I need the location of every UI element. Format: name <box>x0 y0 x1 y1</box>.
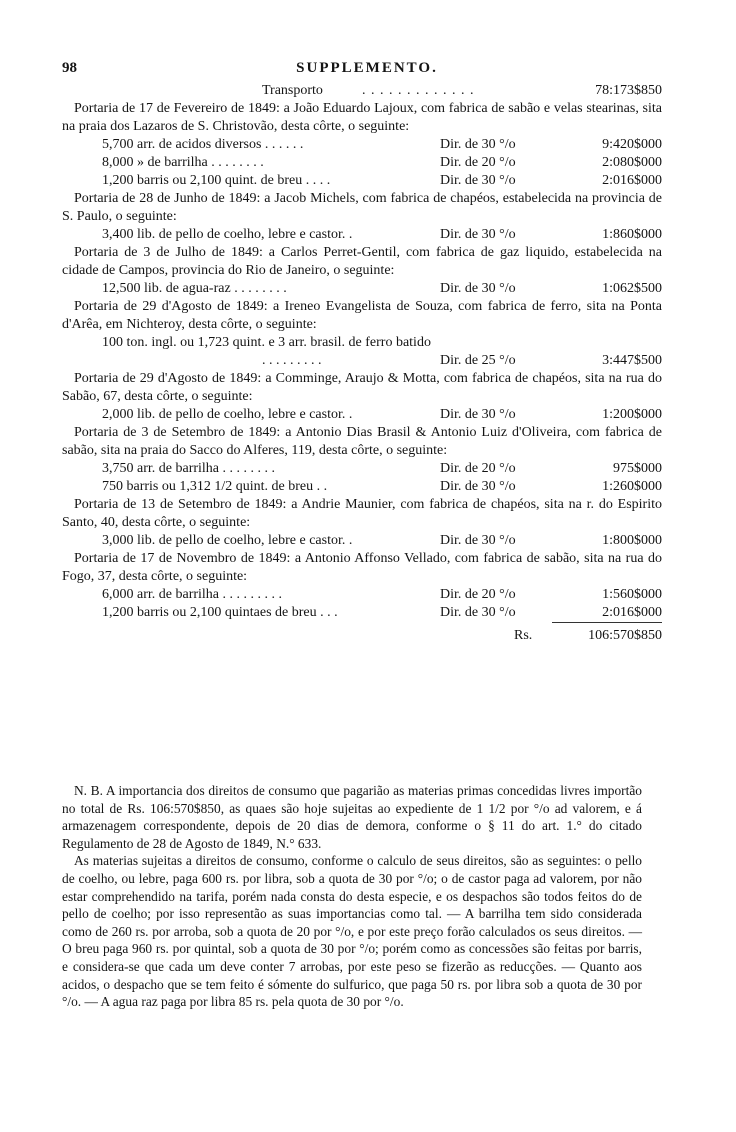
transport-label: Transporto <box>262 83 323 98</box>
item-amount: 2:016$000 <box>602 605 662 620</box>
item-rate: Dir. de 30 °/o <box>440 227 516 242</box>
footnote <box>62 782 642 1011</box>
item-leader: . . . . . . . . <box>211 155 264 170</box>
entry-intro: Portaria de 29 d'Agosto de 1849: a Comminge, Araujo & Motta, com fabrica de chapéos, sita na rua do Sabão, 67, desta côrte, o seguinte: <box>62 371 662 404</box>
item-leader: . . . <box>320 605 338 620</box>
item-amount: 1:200$000 <box>602 407 662 422</box>
item-leader: . . . . <box>305 173 331 188</box>
item-amount: 2:080$000 <box>602 155 662 170</box>
entry-item <box>62 532 662 550</box>
page-number: 98 <box>62 60 77 76</box>
item-amount: 1:800$000 <box>602 533 662 548</box>
item-amount: 9:420$000 <box>602 137 662 152</box>
item-rate: Dir. de 20 °/o <box>440 587 516 602</box>
item-desc: 2,000 lib. de pello de coelho, lebre e castor. <box>102 407 346 422</box>
entry-intro: Portaria de 28 de Junho de 1849: a Jacob Michels, com fabrica de chapéos, estabelecida na provincia de S. Paulo, o seguinte: <box>62 191 662 224</box>
entry-item <box>62 604 662 622</box>
item-amount: 2:016$000 <box>602 173 662 188</box>
item-desc: 5,700 arr. de acidos diversos <box>102 137 262 152</box>
page-title: SUPPLEMENTO. <box>296 60 438 76</box>
item-amount: 1:860$000 <box>602 227 662 242</box>
item-rate: Dir. de 30 °/o <box>440 479 516 494</box>
entry-item <box>62 334 662 370</box>
item-desc: 1,200 barris ou 2,100 quint. de breu <box>102 173 303 188</box>
item-desc: 1,200 barris ou 2,100 quintaes de breu <box>102 605 317 620</box>
item-leader: . . . . . . . . . <box>222 587 283 602</box>
item-rate: Dir. de 30 °/o <box>440 533 516 548</box>
item-rate: Dir. de 30 °/o <box>440 137 516 152</box>
item-leader: . . . . . . . . <box>222 461 276 476</box>
item-amount: 3:447$500 <box>602 353 662 368</box>
entry-intro: Portaria de 3 de Julho de 1849: a Carlos Perret-Gentil, com fabrica de gaz liquido, estabelecida na cidade de Campos, provincia do Rio de Janeiro, o seguinte: <box>62 245 662 278</box>
footnote-paragraph: N. B. A importancia dos direitos de consumo que pagarião as materias primas concedidas livres importão no total de Rs. 106:570$850, as quaes são hoje sujeitas ao expediente de 1 1/2 por °/o ad valorem, e á armazenagem correspondente, depois de 20 dias de demora, conforme o § 11 do art. 1.° do citado Regulamento de 28 de Agosto de 1849, N.° 633. <box>62 783 642 851</box>
item-rate: Dir. de 30 °/o <box>440 281 516 296</box>
item-leader: . <box>348 227 353 242</box>
entry-item <box>62 460 662 478</box>
item-amount: 1:560$000 <box>602 587 662 602</box>
item-leader: . <box>348 533 353 548</box>
item-amount: 1:260$000 <box>602 479 662 494</box>
item-leader: . . . . . . <box>264 137 304 152</box>
transport-amount: 78:173$850 <box>595 83 662 98</box>
entry-intro: Portaria de 29 d'Agosto de 1849: a Ireneo Evangelista de Souza, com fabrica de ferro, sita na Ponta d'Arêa, em Nichteroy, desta côrte, o seguinte: <box>62 299 662 332</box>
entry-item <box>62 172 662 190</box>
item-rate: Dir. de 25 °/o <box>440 353 516 368</box>
total-row <box>62 627 662 645</box>
entry-item <box>62 478 662 496</box>
page-header <box>62 60 662 80</box>
item-desc: 12,500 lib. de agua-raz <box>102 281 231 296</box>
item-rate: Dir. de 20 °/o <box>440 461 516 476</box>
entry-item <box>62 406 662 424</box>
item-desc: 3,000 lib. de pello de coelho, lebre e castor. <box>102 533 346 548</box>
transport-leader: . . . . . . . . . . . . . <box>362 83 475 98</box>
item-amount: 1:062$500 <box>602 281 662 296</box>
item-rate: Dir. de 30 °/o <box>440 407 516 422</box>
transport-row <box>62 82 662 100</box>
item-leader: . . <box>316 479 328 494</box>
entry-item <box>62 226 662 244</box>
item-desc: 3,400 lib. de pello de coelho, lebre e castor. <box>102 227 346 242</box>
item-desc: 8,000 » de barrilha <box>102 155 208 170</box>
footnote-paragraph: As materias sujeitas a direitos de consumo, conforme o calculo de seus direitos, são as seguintes: o pello de coelho, ou lebre, paga 600 rs. por libra, sob a quota de 30 por °/o; o de castor paga ad valorem, por não estar comprehendido na tarifa, porém nada consta do desta especie, e os despachos são todos feitos do de pello de coelho; por isso representão as suas importancias como tal. — A barrilha tem sido considerada como de 260 rs. por arroba, sob a quota de 20 por °/o, e por este preço forão calculados os seus direitos. — O breu paga 960 rs. por quintal, sob a quota de 30 por °/o; porém como as concessões são feitas por barris, e considera-se que cada um deve conter 7 arrobas, por este peso se fizerão as reducções. — Quanto aos acidos, o despacho que se tem feito é sómente do sulfurico, que paga 50 rs. por libra sob a quota de 30 por °/o. — A agua raz paga por libra 85 rs. pela quota de 30 por °/o. <box>62 853 642 1010</box>
item-rate: Dir. de 20 °/o <box>440 155 516 170</box>
entry-item <box>62 154 662 172</box>
entry-intro: Portaria de 13 de Setembro de 1849: a Andrie Maunier, com fabrica de chapéos, sita na r. do Espirito Santo, 40, desta côrte, o seguinte: <box>62 497 662 530</box>
item-amount: 975$000 <box>613 461 662 476</box>
entry-item <box>62 136 662 154</box>
item-leader: . <box>348 407 353 422</box>
item-desc: 6,000 arr. de barrilha <box>102 587 220 602</box>
entry-intro: Portaria de 17 de Fevereiro de 1849: a João Eduardo Lajoux, com fabrica de sabão e velas stearinas, sita na praia dos Lazaros de S. Christovão, desta côrte, o seguinte: <box>62 101 662 134</box>
item-leader: . . . . . . . . . <box>262 353 322 368</box>
item-rate: Dir. de 30 °/o <box>440 173 516 188</box>
ledger-body <box>62 82 662 645</box>
item-desc: 3,750 arr. de barrilha <box>102 461 220 476</box>
total-rule <box>552 622 662 623</box>
total-label: Rs. <box>514 628 533 643</box>
item-desc: 100 ton. ingl. ou 1,723 quint. e 3 arr. brasil. de ferro batido <box>102 335 431 350</box>
total-amount: 106:570$850 <box>588 628 662 643</box>
entry-item <box>62 586 662 604</box>
entry-intro: Portaria de 3 de Setembro de 1849: a Antonio Dias Brasil & Antonio Luiz d'Oliveira, com fabrica de sabão, sita na praia do Sacco do Alferes, 119, desta côrte, o seguinte: <box>62 425 662 458</box>
entry-intro: Portaria de 17 de Novembro de 1849: a Antonio Affonso Vellado, com fabrica de sabão, sita na rua do Fogo, 37, desta côrte, o seguinte: <box>62 551 662 584</box>
item-leader: . . . . . . . . <box>234 281 287 296</box>
item-desc: 750 barris ou 1,312 1/2 quint. de breu <box>102 479 314 494</box>
item-rate: Dir. de 30 °/o <box>440 605 516 620</box>
entry-item <box>62 280 662 298</box>
